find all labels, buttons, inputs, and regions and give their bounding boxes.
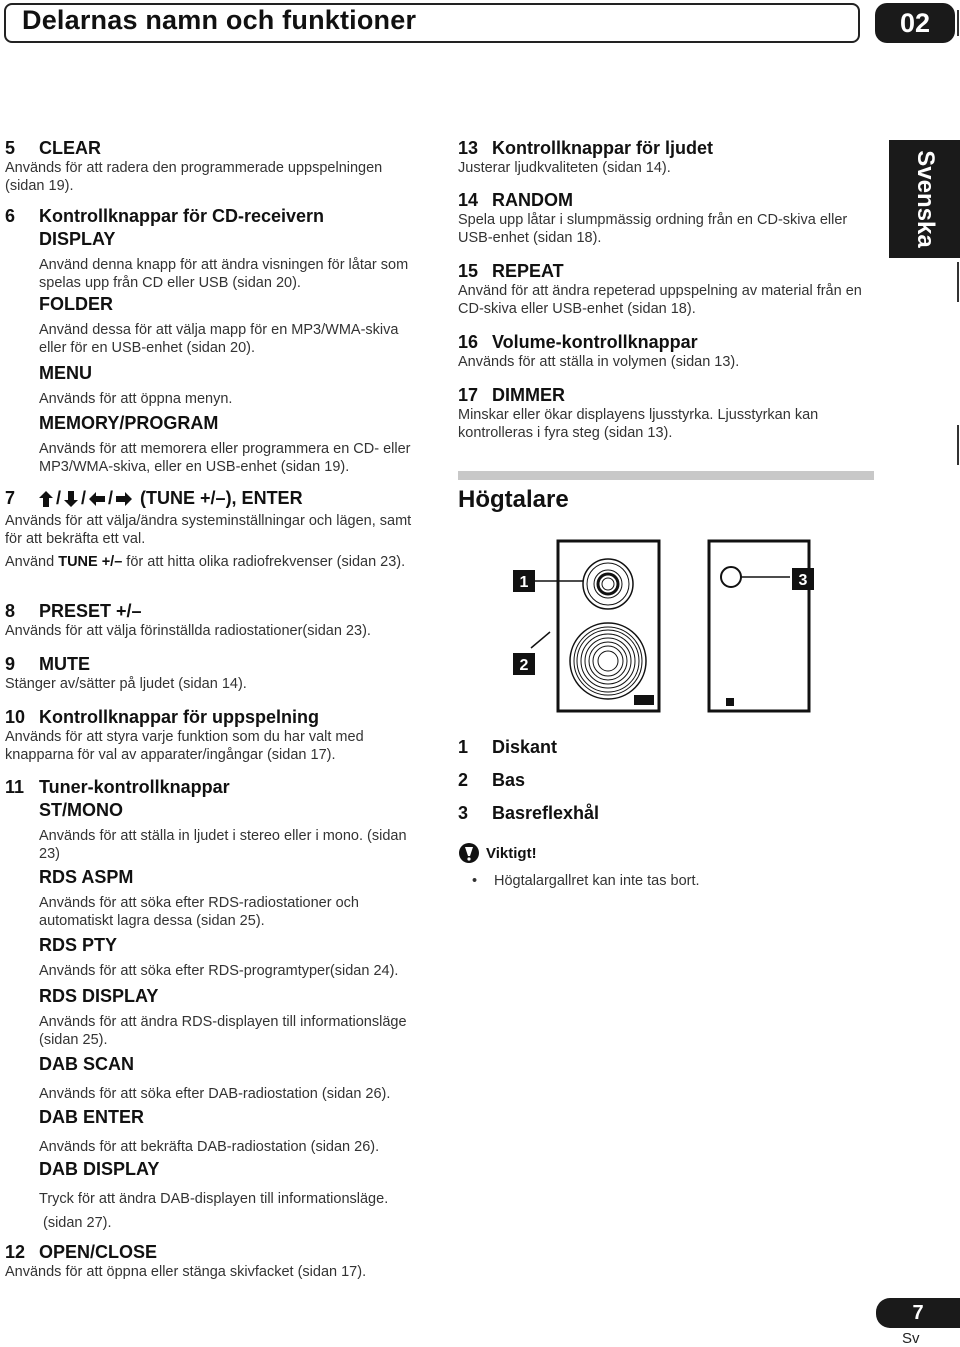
section-text: Minskar eller ökar displayens ljusstyrka. Ljusstyrkan kan kontrolleras i fyra steg (sidan 13). xyxy=(458,407,819,441)
section-5 xyxy=(5,138,425,195)
subsection-title: DAB SCAN xyxy=(39,1054,135,1074)
subsection-text: Används för att memorera eller programmera en CD- eller MP3/WMA-skiva, eller en USB-enhet (sidan 19). xyxy=(39,441,411,475)
subsection-dab-scan xyxy=(5,1054,425,1103)
chapter-badge: 02 xyxy=(875,3,955,43)
section-text: Spela upp låtar i slumpmässig ordning från en CD-skiva eller USB-enhet (sidan 18). xyxy=(458,212,848,246)
subsection-rds-aspm xyxy=(5,867,425,930)
item-number: 12 xyxy=(5,1242,26,1262)
item-number: 9 xyxy=(5,654,16,674)
item-number: 17 xyxy=(458,385,479,405)
subsection-rds-display xyxy=(5,986,425,1049)
subsection-title: FOLDER xyxy=(39,294,113,314)
section-title: CLEAR xyxy=(39,138,101,158)
list-item: 1 Diskant xyxy=(458,737,558,757)
item-number: 16 xyxy=(458,332,479,352)
item-number: 15 xyxy=(458,261,479,281)
list-item: 2 Bas xyxy=(458,770,526,790)
section-divider xyxy=(458,471,874,480)
section-title: REPEAT xyxy=(492,261,564,281)
subsection-text: Använd dessa för att välja mapp för en MP3/WMA-skiva eller för en USB-enhet (sidan 20). xyxy=(39,322,399,356)
subsection-text: Används för att söka efter RDS-programtyper(sidan 24). xyxy=(39,963,399,979)
item-number: 8 xyxy=(5,601,16,621)
title-separator: / xyxy=(56,488,62,508)
subsection-text: Används för att öppna menyn. xyxy=(39,391,233,407)
section-13 xyxy=(458,138,878,177)
subsection-st-mono xyxy=(5,800,425,863)
item-number: 11 xyxy=(5,777,25,797)
callout-2-label: 2 xyxy=(519,657,529,674)
section-7 xyxy=(5,488,425,571)
section-title: DIMMER xyxy=(492,385,565,405)
arrow-down-icon xyxy=(64,491,78,507)
page-number: 7 xyxy=(876,1298,960,1328)
subsection-dab-display xyxy=(5,1159,425,1232)
subsection-menu xyxy=(5,363,425,408)
brand-plate xyxy=(634,695,654,705)
important-note xyxy=(458,842,878,890)
section-text: Använd för att ändra repeterad uppspelning av material från en CD-skiva eller USB-enhet (sidan 18). xyxy=(458,283,862,317)
subsection-title: MENU xyxy=(39,363,92,383)
section-text: Används för att välja/ändra systeminställningar och lägen, samt för att bekräfta ett val. xyxy=(5,513,412,547)
language-tab-label: Svenska xyxy=(911,150,939,248)
section-text: Stänger av/sätter på ljudet (sidan 14). xyxy=(5,676,247,692)
section-title: Kontrollknappar för ljudet xyxy=(492,138,714,158)
item-number: 14 xyxy=(458,190,479,210)
page-title: Delarnas namn och funktioner xyxy=(22,5,417,35)
section-title: Volume-kontrollknappar xyxy=(492,332,698,352)
section-title: Kontrollknappar för CD-receivern xyxy=(39,206,325,226)
language-tab xyxy=(889,140,960,258)
subsection-title: MEMORY/PROGRAM xyxy=(39,413,219,433)
parts-list xyxy=(458,737,858,824)
section-text: Används för att ställa in volymen (sidan 13). xyxy=(458,354,740,370)
subsection-title: RDS DISPLAY xyxy=(39,986,159,1006)
subsection-title: DAB ENTER xyxy=(39,1107,145,1127)
section-title: (TUNE +/–), ENTER xyxy=(140,488,303,508)
section-10 xyxy=(5,707,425,764)
language-code: Sv xyxy=(902,1330,920,1347)
item-number: 10 xyxy=(5,707,26,727)
section-11 xyxy=(5,777,425,798)
section-title: Tuner-kontrollknappar xyxy=(39,777,230,797)
arrow-left-icon xyxy=(89,492,105,506)
subsection-memory-program xyxy=(5,413,425,476)
section-title: OPEN/CLOSE xyxy=(39,1242,158,1262)
subsection-display xyxy=(5,229,425,292)
margin-rule xyxy=(957,10,959,36)
callout-1-label: 1 xyxy=(519,574,529,591)
subsection-folder xyxy=(5,294,425,357)
section-text: Används för att öppna eller stänga skivfacket (sidan 17). xyxy=(5,1264,367,1280)
subsection-text: Används för att ändra RDS-displayen till informationsläge (sidan 25). xyxy=(39,1014,407,1048)
bass-reflex-port xyxy=(721,567,741,587)
subsection-title: RDS ASPM xyxy=(39,867,134,887)
subsection-text: Används för att söka efter DAB-radiostation (sidan 26). xyxy=(39,1086,391,1102)
important-title: Viktigt! xyxy=(486,844,537,862)
important-item: • Högtalargallret kan inte tas bort. xyxy=(472,873,700,889)
section-9 xyxy=(5,654,425,693)
item-number: 7 xyxy=(5,488,16,508)
item-number: 13 xyxy=(458,138,479,158)
important-icon xyxy=(458,842,480,864)
terminal xyxy=(726,698,734,706)
subsection-text: Använd denna knapp för att ändra visningen för låtar som spelas upp från CD eller USB (sidan 20). xyxy=(39,257,409,291)
subsection-text: Används för att ställa in ljudet i stereo eller i mono. (sidan 23) xyxy=(39,828,407,862)
section-14 xyxy=(458,190,878,247)
subsection-title: DISPLAY xyxy=(39,229,116,249)
list-item: 3 Basreflexhål xyxy=(458,803,600,823)
item-number: 5 xyxy=(5,138,16,158)
margin-rule xyxy=(957,425,959,465)
section-title: Kontrollknappar för uppspelning xyxy=(39,707,319,727)
section-15 xyxy=(458,261,878,318)
subsection-dab-enter xyxy=(5,1107,425,1156)
margin-rule xyxy=(957,262,959,302)
section-text: Används för att styra varje funktion som du har valt med knapparna för val av apparater/ingångar (sidan 17). xyxy=(5,729,364,763)
section-text: Används för att radera den programmerade uppspelningen (sidan 19). xyxy=(5,160,383,194)
title-separator: / xyxy=(108,488,114,508)
section-text-2: Använd TUNE +/– för att hitta olika radiofrekvenser (sidan 23). xyxy=(5,554,406,570)
section-12 xyxy=(5,1242,425,1281)
arrow-up-icon xyxy=(39,491,53,507)
section-17 xyxy=(458,385,878,442)
subsection-text: Används för att söka efter RDS-radiostationer och automatiskt lagra dessa (sidan 25). xyxy=(39,895,359,929)
section-title: PRESET +/– xyxy=(39,601,142,621)
speakers-heading: Högtalare xyxy=(458,486,569,513)
title-separator: / xyxy=(81,488,87,508)
subsection-title: ST/MONO xyxy=(39,800,123,820)
section-6 xyxy=(5,206,425,227)
section-text: Används för att välja förinställda radiostationer(sidan 23). xyxy=(5,623,371,639)
callout-3-label: 3 xyxy=(798,572,808,589)
subsection-text-extra: (sidan 27). xyxy=(43,1215,112,1231)
arrow-right-icon xyxy=(116,492,132,506)
subsection-text: Används för att bekräfta DAB-radiostation (sidan 26). xyxy=(39,1139,380,1155)
subsection-rds-pty xyxy=(5,935,425,980)
subsection-title: DAB DISPLAY xyxy=(39,1159,160,1179)
section-16 xyxy=(458,332,878,371)
section-title: RANDOM xyxy=(492,190,573,210)
section-title: MUTE xyxy=(39,654,90,674)
subsection-title: RDS PTY xyxy=(39,935,118,955)
section-8 xyxy=(5,601,425,640)
subsection-text: Tryck för att ändra DAB-displayen till informationsläge. xyxy=(39,1191,389,1207)
item-number: 6 xyxy=(5,206,16,226)
section-text: Justerar ljudkvaliteten (sidan 14). xyxy=(458,160,671,176)
speaker-illustration xyxy=(458,520,878,720)
